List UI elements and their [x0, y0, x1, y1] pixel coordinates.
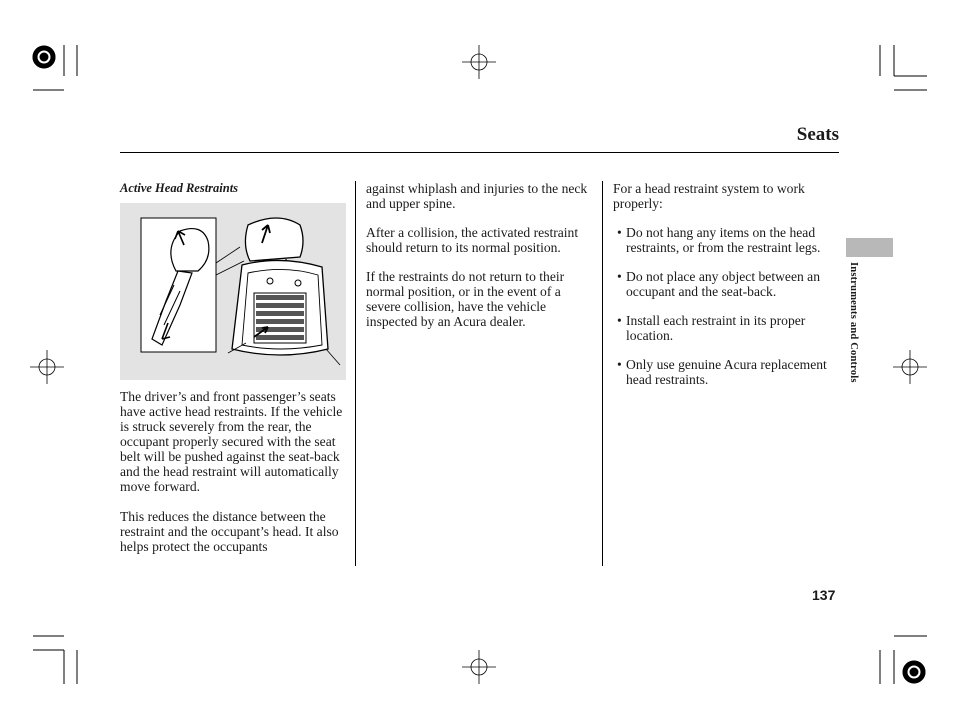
intro-paragraph: For a head restraint system to work properly:: [613, 181, 805, 211]
page-number: 137: [812, 587, 836, 603]
column-divider-2: [602, 181, 603, 566]
column-3-text: [613, 181, 843, 401]
figure-caption: Active Head Restraints: [120, 181, 239, 195]
paragraph: The driver’s and front passenger’s seats have active head restraints. If the vehicle is struck severely from the rear, the occupant properly secured with the seat belt will be pushed against the seat-back and the head restraint will automatically move forward.: [120, 389, 343, 494]
section-label-text: Instruments and Controls: [848, 262, 859, 383]
column-1-text: [120, 389, 352, 568]
paragraph: against whiplash and injuries to the neck and upper spine.: [366, 181, 588, 211]
column-2-text: [366, 181, 596, 343]
paragraph: This reduces the distance between the restraint and the occupant’s head. It also helps protect the occupants: [120, 509, 339, 554]
seat-diagram-svg: [120, 203, 346, 380]
head-restraint-illustration: [120, 203, 346, 380]
list-item: • Do not hang any items on the head restraints, or from the restraint legs.: [613, 225, 843, 255]
column-divider-1: [355, 181, 356, 566]
header-rule: [120, 152, 839, 153]
section-tab: [846, 238, 893, 257]
page-title: Seats: [796, 124, 839, 145]
list-item: • Do not place any object between an occupant and the seat-back.: [613, 269, 843, 299]
requirements-list: [613, 225, 843, 387]
paragraph: After a collision, the activated restraint should return to its normal position.: [366, 225, 579, 255]
paragraph: If the restraints do not return to their normal position, or in the event of a severe collision, have the vehicle inspected by an Acura dealer.: [366, 269, 565, 329]
list-item: • Only use genuine Acura replacement head restraints.: [613, 357, 843, 387]
list-item: • Install each restraint in its proper location.: [613, 313, 843, 343]
